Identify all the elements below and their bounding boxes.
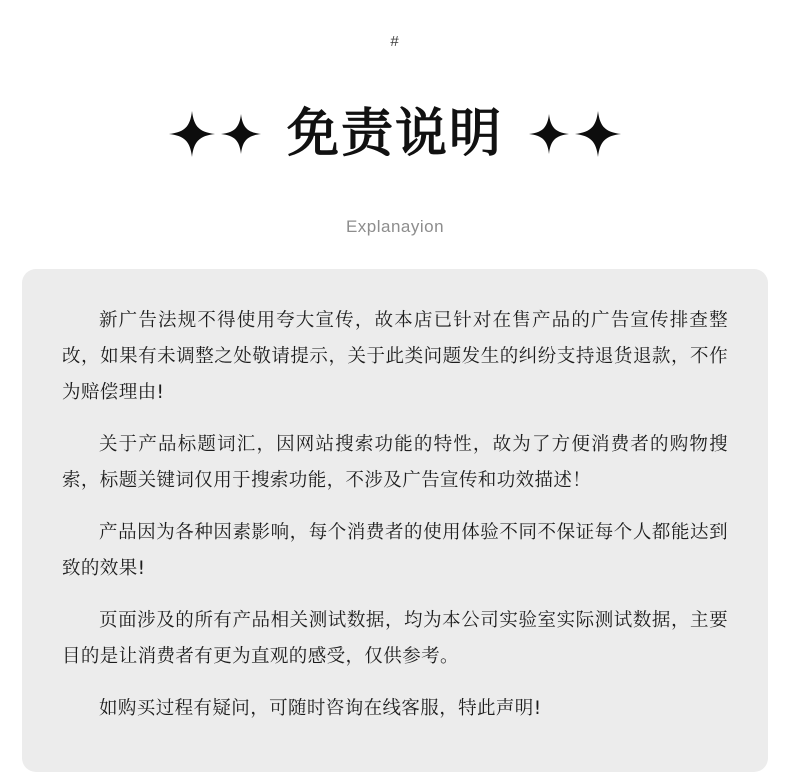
- disclaimer-paragraph: 关于产品标题词汇，因网站搜索功能的特性，故为了方便消费者的购物搜索，标题关键词仅用于搜索功能，不涉及广告宣传和功效描述！: [62, 433, 728, 491]
- four-point-star-icon: [529, 114, 569, 154]
- four-point-star-icon: [169, 111, 215, 157]
- disclaimer-paragraph: 页面涉及的所有产品相关测试数据，均为本公司实验室实际测试数据，主要目的是让消费者有更为直观的感受，仅供参考。: [62, 610, 728, 668]
- title-row: [0, 73, 790, 195]
- four-point-star-icon: [221, 114, 261, 154]
- page-subtitle: Explanayion: [345, 216, 445, 236]
- sparkle-group-left: [169, 111, 261, 157]
- disclaimer-panel: [22, 269, 768, 772]
- disclaimer-paragraph: 产品因为各种因素影响，每个消费者的使用体验不同不保证每个人都能达到致的效果!: [62, 521, 728, 580]
- sparkle-group-right: [529, 111, 621, 157]
- page-title: 免责说明: [286, 103, 503, 164]
- disclaimer-paragraph: 如购买过程有疑问，可随时咨询在线客服，特此声明!: [99, 698, 542, 720]
- four-point-star-icon: [575, 111, 621, 157]
- disclaimer-paragraph: 新广告法规不得使用夸大宣传，故本店已针对在售产品的广告宣传排查整改，如果有未调整之处敬请提示，关于此类问题发生的纠纷支持退货退款，不作为赔偿理由!: [62, 309, 728, 403]
- hash-mark: #: [390, 33, 400, 50]
